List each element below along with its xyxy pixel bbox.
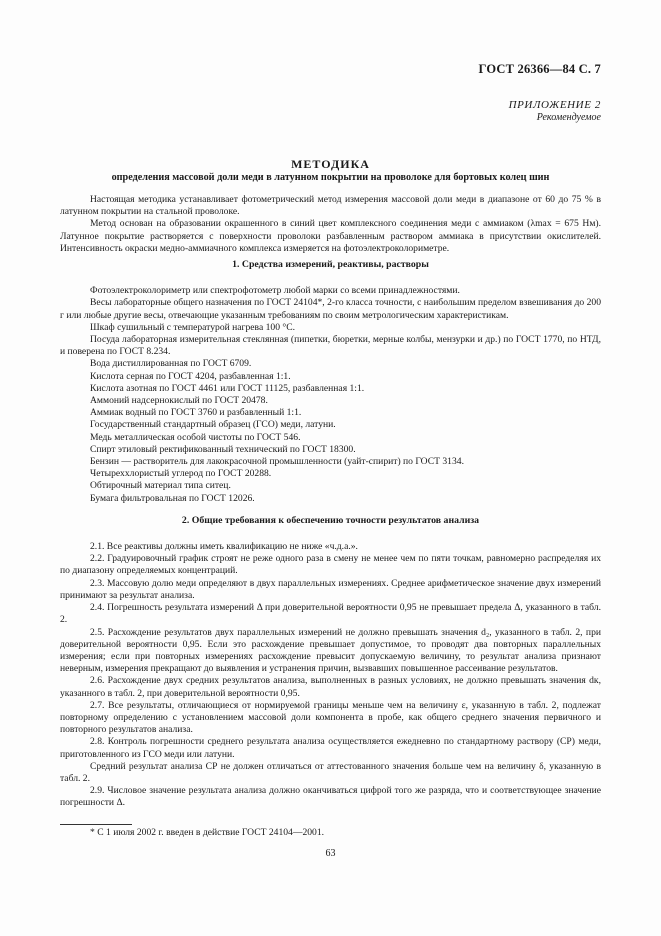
list-item: Фотоэлектроколориметр или спектрофотометр любой марки со всеми принадлежностями. (90, 285, 460, 297)
clause-paragraph: 2.2. Градуировочный график строят не реже одного раза в смену не менее чем по пяти точкам, равномерно распределяя их по диапазону определяемых концентраций. (60, 553, 601, 577)
clause-paragraph: 2.3. Массовую долю меди определяют в двух параллельных измерениях. Среднее арифметическое значение двух измерений принимают за результат анализа. (60, 577, 601, 601)
list-item: Весы лабораторные общего назначения по ГОСТ 24104*, 2-го класса точности, с наибольшим пределом взвешивания до 200 г или любые другие весы, отвечающие указанным требованиям по своим метрологическим характеристикам. (60, 297, 601, 321)
intro-paragraph: Настоящая методика устанавливает фотометрический метод измерения массовой доли меди в диапазоне от 60 до 75 % в латунном покрытии на стальной проволоке. (60, 194, 601, 218)
list-item: Медь металлическая особой чистоты по ГОСТ 546. (90, 431, 301, 443)
list-item: Обтирочный материал типа ситец. (90, 480, 231, 492)
list-item: Четыреххлористый углерод по ГОСТ 20288. (90, 468, 272, 480)
appendix-title: ПРИЛОЖЕНИЕ 2 (508, 99, 601, 111)
list-item: Государственный стандартный образец (ГСО) меди, латуни. (90, 419, 336, 431)
clause-paragraph: 2.9. Числовое значение результата анализа должно оканчиваться цифрой того же разряда, что и соответствующее значение погрешности Δ. (60, 785, 601, 809)
clause-paragraph: 2.5. Расхождение результатов двух параллельных измерений не должно превышать значения d₂, указанного в табл. 2, при доверительной вероятности 0,95. Если это расхождение превышает допустимое, то проводят два повторных параллельных измерения; если при повторных измерениях расхождение превысит допускаемую величину, то результат анализа признают неверным, измерения прекращают до выявления и устранения причин, вызвавших повышенное рассеивание результатов. (60, 626, 601, 675)
intro-paragraph: Метод основан на образовании окрашенного в синий цвет комплексного соединения меди с аммиаком (λmax = 675 Нм). Латунное покрытие растворяется с поверхности проволоки разбавленным раствором аммиака в присутствии окислителей. Интенсивность окраски медно-аммиачного комплекса измеряется на фотоэлектроколориметре. (60, 218, 601, 254)
appendix-block (509, 99, 601, 123)
clause-paragraph: 2.7. Все результаты, отличающиеся от нормируемой границы меньше чем на величину ε, указанную в табл. 2, подлежат повторному определению с установлением массовой доли компонента в пробе, как общего среднего значения первичного и повторного результатов анализа. (60, 699, 601, 736)
clause-paragraph: 2.1. Все реактивы должны иметь квалификацию не ниже «ч.д.а.». (90, 541, 358, 553)
list-item: Шкаф сушильный с температурой нагрева 100 °С. (90, 321, 296, 333)
section-2-heading: 2. Общие требования к обеспечению точности результатов анализа (181, 514, 480, 526)
list-item: Бензин — растворитель для лакокрасочной промышленности (уайт-спирит) по ГОСТ 3134. (90, 456, 464, 468)
document-body (60, 194, 601, 810)
list-item: Аммоний надсернокислый по ГОСТ 20478. (90, 395, 268, 407)
method-title: МЕТОДИКА (291, 157, 370, 171)
list-item: Бумага фильтровальная по ГОСТ 12026. (90, 492, 255, 504)
document-reference-header: ГОСТ 26366—84 С. 7 (478, 62, 601, 76)
list-item: Аммиак водный по ГОСТ 3760 и разбавленный 1:1. (90, 407, 302, 419)
appendix-status: Рекомендуемое (536, 112, 601, 123)
clause-paragraph: 2.4. Погрешность результата измерений Δ при доверительной вероятности 0,95 не превышает предела Δ, указанного в табл. 2. (60, 602, 601, 626)
list-item: Спирт этиловый ректификованный технический по ГОСТ 18300. (90, 443, 356, 455)
list-item: Кислота азотная по ГОСТ 4461 или ГОСТ 11125, разбавленная 1:1. (90, 382, 365, 394)
footnote: * С 1 июля 2002 г. введен в действие ГОСТ 24104—2001. (90, 827, 325, 838)
clause-paragraph: 2.8. Контроль погрешности среднего результата анализа осуществляется ежедневно по стандартному раствору (СР) меди, приготовленного из ГСО меди или латуни. (60, 736, 601, 760)
footnote-divider (60, 824, 132, 825)
section-1-heading: 1. Средства измерений, реактивы, растворы (232, 259, 429, 271)
clause-paragraph: Средний результат анализа СР не должен отличаться от аттестованного значения больше чем на величину δ, указанную в табл. 2. (60, 760, 601, 784)
list-item: Посуда лабораторная измерительная стеклянная (пипетки, бюретки, мерные колбы, мензурки и др.) по ГОСТ 1770, по НТД, и поверена по ГОСТ 8.234. (60, 334, 601, 358)
list-item: Вода дистиллированная по ГОСТ 6709. (90, 358, 252, 370)
clause-paragraph: 2.6. Расхождение двух средних результатов анализа, выполненных в разных условиях, не должно превышать значения dк, указанного в табл. 2, при доверительной вероятности 0,95. (60, 675, 601, 699)
page-number: 63 (325, 848, 336, 859)
list-item: Кислота серная по ГОСТ 4204, разбавленная 1:1. (90, 370, 291, 382)
method-subtitle: определения массовой доли меди в латунном покрытии на проволоке для бортовых колец шин (111, 172, 550, 183)
